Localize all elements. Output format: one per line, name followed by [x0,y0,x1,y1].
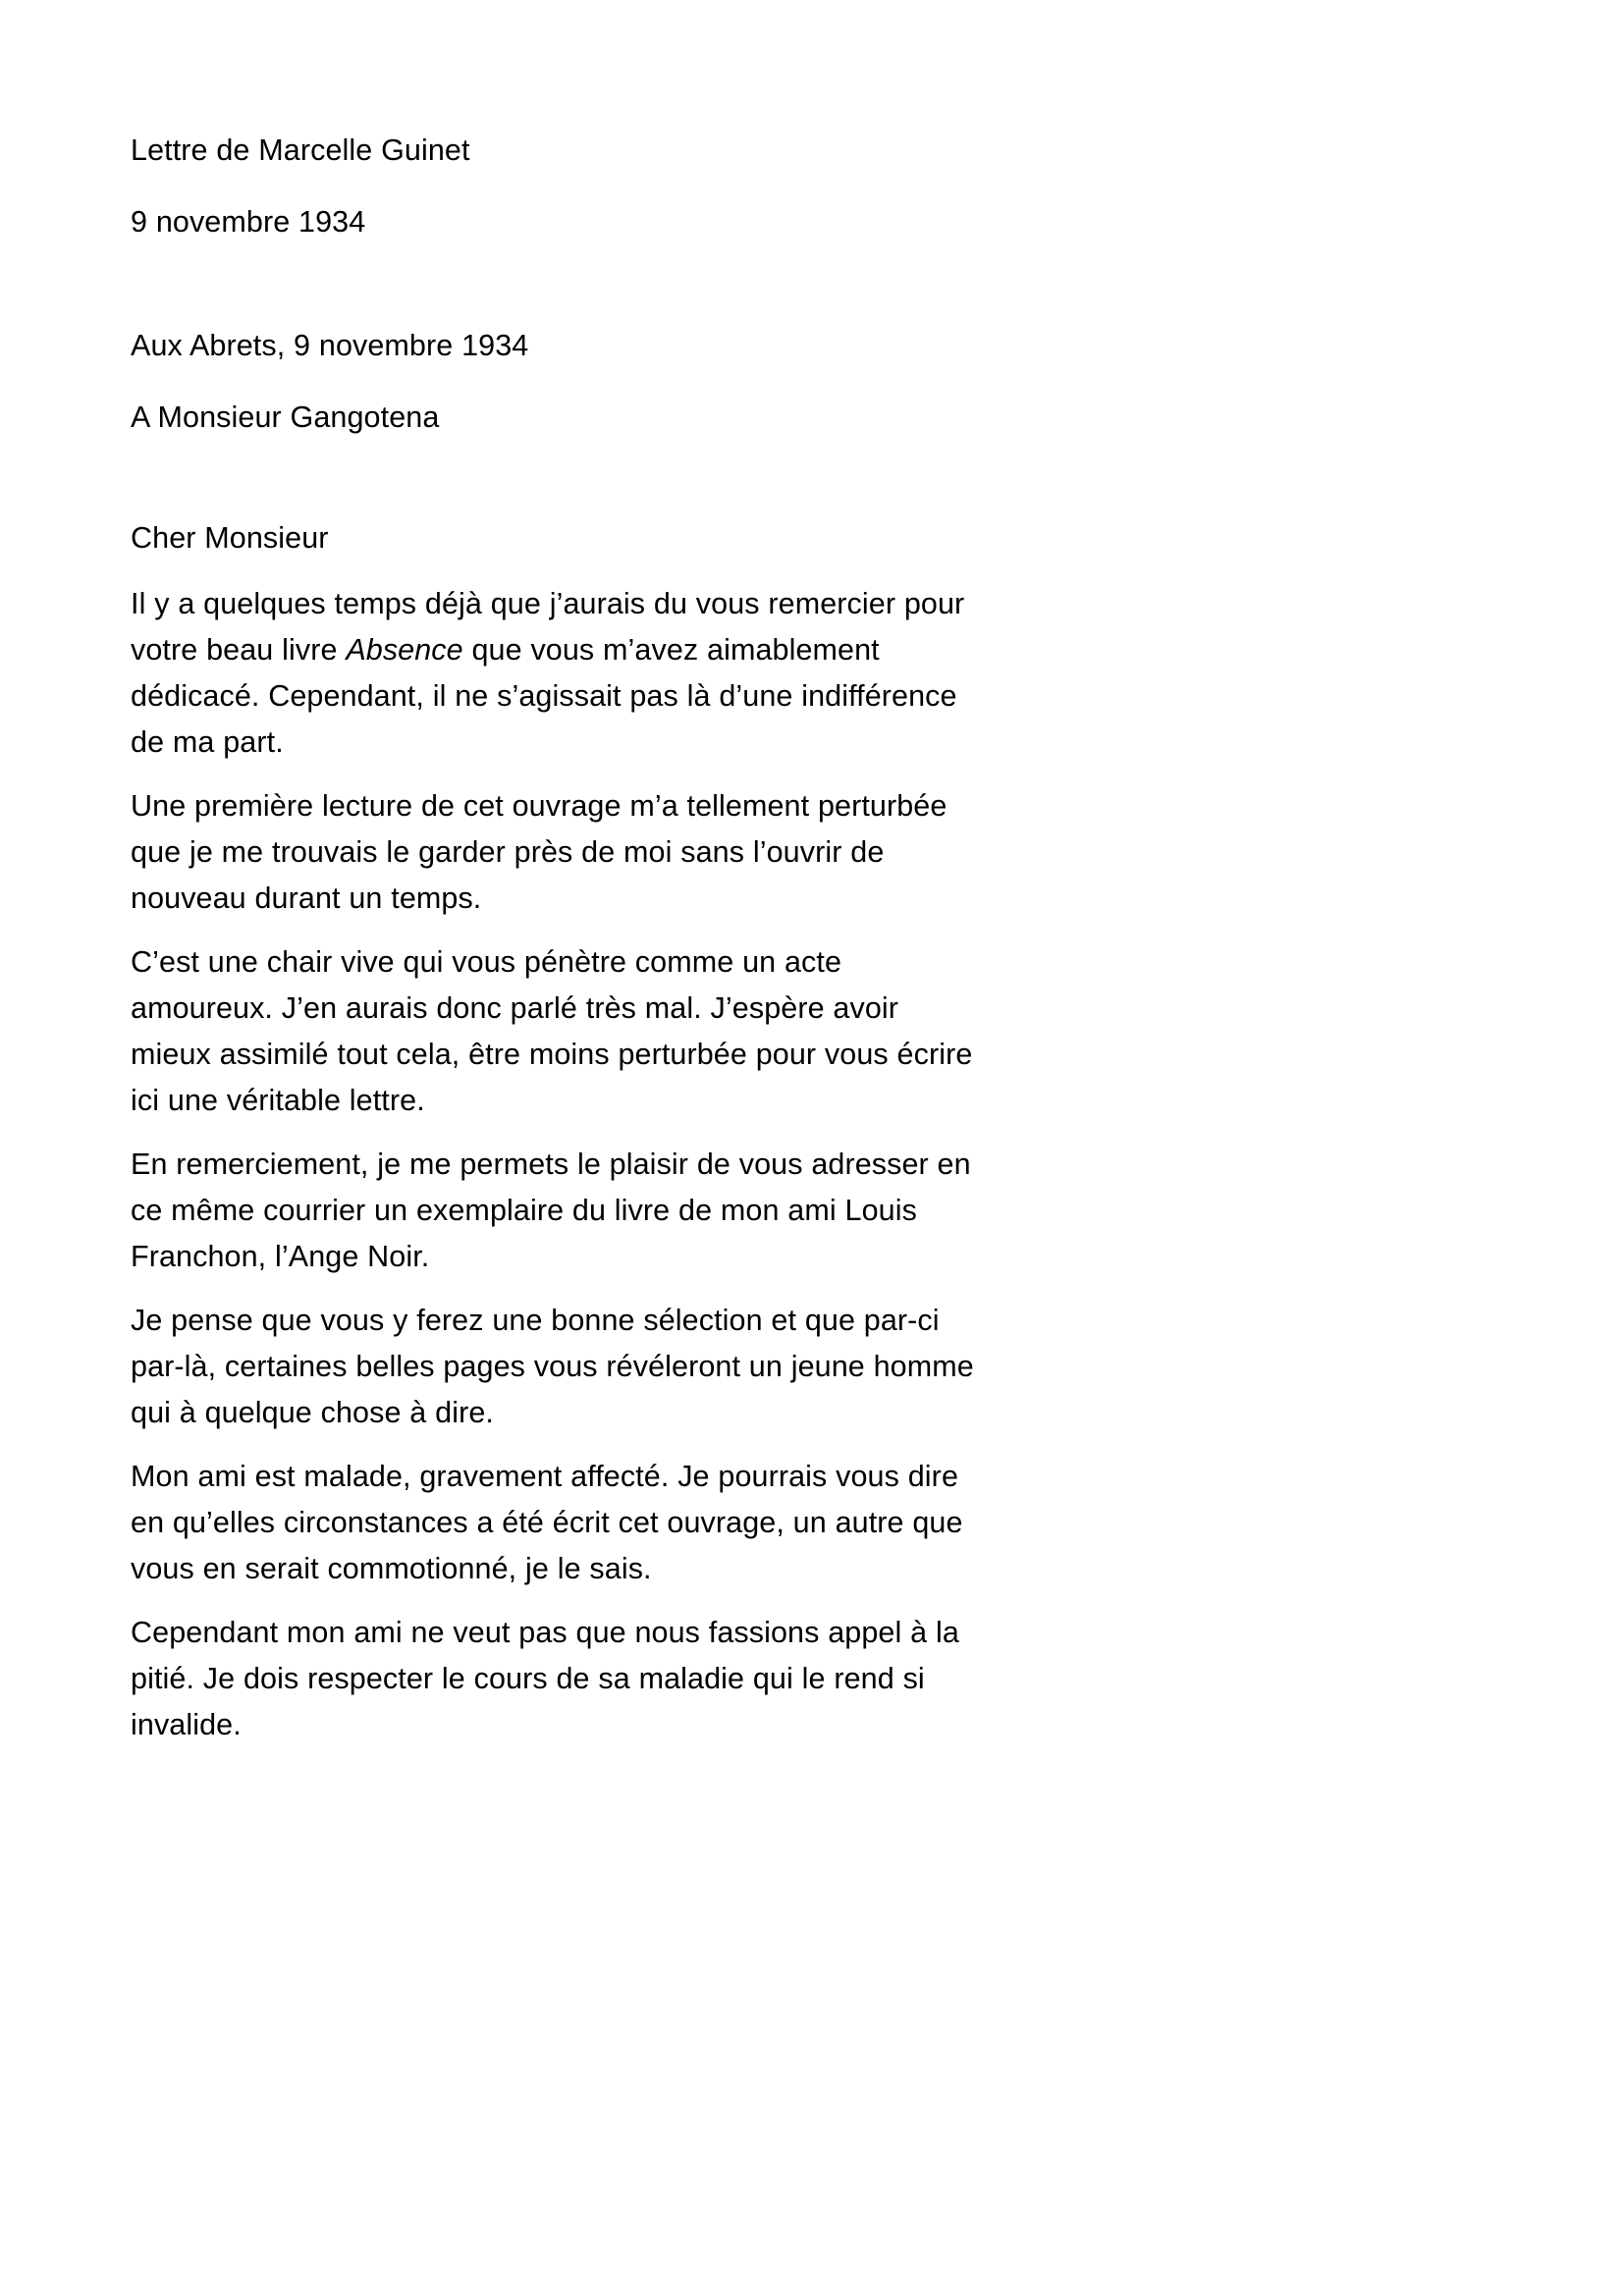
letter-place-date: Aux Abrets, 9 novembre 1934 [131,329,529,362]
header-spacer [131,271,975,323]
letter-paragraph [131,1298,975,1436]
letter-paragraph [131,1454,975,1592]
paragraph-text: Il y a quelques temps déjà que j’aurais du vous remercier pour votre beau livre [131,587,965,667]
paragraph-text: C’est une chair vive qui vous pénètre comme un acte amoureux. J’en aurais donc parlé très mal. J’espère avoir mieux assimilé tout cela, être moins perturbée pour vous écrire ici une véritable lettre. [131,945,973,1117]
letter-paragraph [131,939,975,1124]
letter-paragraph [131,1610,975,1748]
letter-paragraph [131,1142,975,1280]
paragraph-text: Cependant mon ami ne veut pas que nous fassions appel à la pitié. Je dois respecter le cours de sa maladie qui le rend si invalide. [131,1616,959,1741]
paragraph-text: Je pense que vous y ferez une bonne sélection et que par-ci par-là, certaines belles pages vous révéleront un jeune homme qui à quelque chose à dire. [131,1304,974,1429]
paragraph-text: Mon ami est malade, gravement affecté. Je pourrais vous dire en qu’elles circonstances a été écrit cet ouvrage, un autre que vous en serait commotionné, je le sais. [131,1460,963,1585]
book-title-italic: Absence [346,633,463,667]
paragraph-text: que vous m’avez aimablement dédicacé. Cependant, il ne s’agissait pas là d’une indifférence de ma part. [131,633,957,759]
letter-paragraph [131,581,975,766]
letter-paragraphs [131,581,975,1748]
document-header [131,128,975,245]
document-body [131,128,975,1748]
document-title: Lettre de Marcelle Guinet [131,133,470,167]
document-date: 9 novembre 1934 [131,205,366,239]
address-spacer [131,466,975,515]
letter-address-block [131,323,975,441]
letter-recipient: A Monsieur Gangotena [131,400,440,434]
paragraph-text: Une première lecture de cet ouvrage m’a tellement perturbée que je me trouvais le garder près de moi sans l’ouvrir de nouveau durant un temps. [131,789,947,915]
letter-paragraph [131,783,975,922]
paragraph-text: En remerciement, je me permets le plaisir de vous adresser en ce même courrier un exemplaire du livre de mon ami Louis Franchon, l’Ange Noir. [131,1148,971,1273]
letter-salutation: Cher Monsieur [131,521,329,555]
